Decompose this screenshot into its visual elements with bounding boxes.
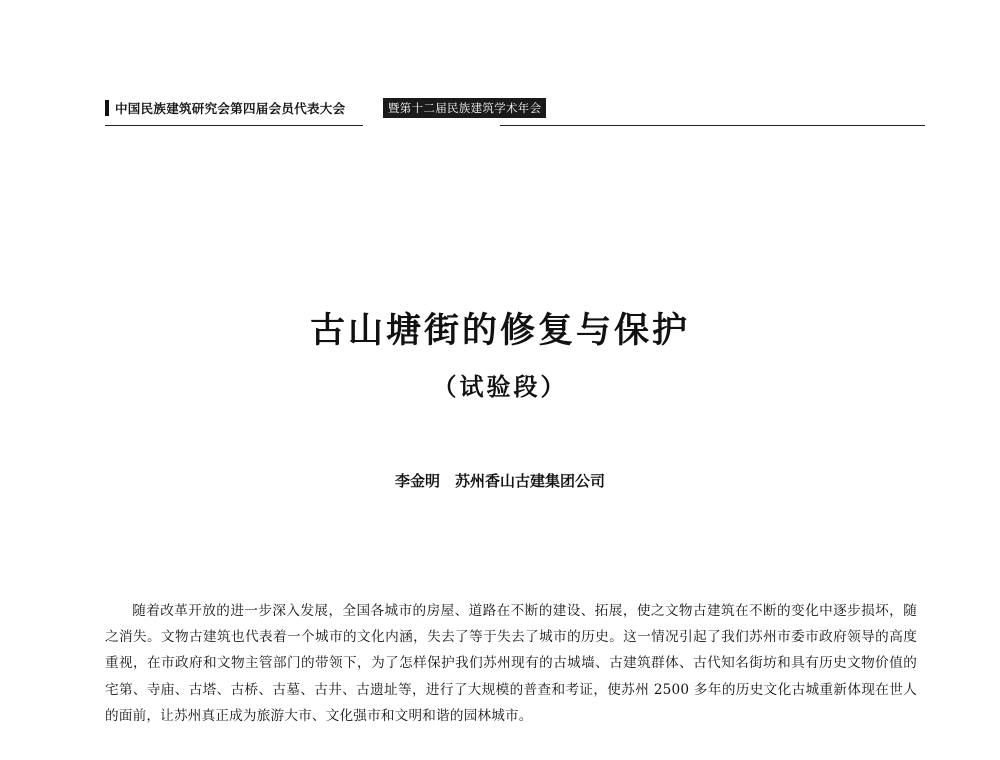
author-affiliation: 李金明 苏州香山古建集团公司 [394, 472, 605, 490]
header-conference-title: 中国民族建筑研究会第四届会员代表大会 [115, 101, 346, 116]
header-rule-left [105, 125, 363, 126]
body-paragraph: 随着改革开放的进一步深入发展，全国各城市的房屋、道路在不断的建设、拓展，使之文物古建筑在不断的变化中逐步损坏，随之消失。文物古建筑也代表着一个城市的文化内涵，失去了等于失去了城市的历史。这一情况引起了我们苏州市委市政府领导的高度重视，在市政府和文物主管部门的带领下，为了怎样保护我们苏州现有的古城墙、古建筑群体、古代知名街坊和具有历史文物价值的宅第、寺庙、古塔、古桥、古墓、古井、古遗址等，进行了大规模的普查和考证，使苏州 2500 多年的历史文化古城重新体现在世人的面前，让苏州真正成为旅游大市、文化强市和文明和谐的园林城市。 [105, 603, 917, 724]
running-header [105, 98, 925, 122]
header-bar-mark [105, 100, 109, 116]
header-rule-right [500, 125, 925, 126]
header-conference-subtitle: 暨第十二届民族建筑学术年会 [383, 98, 546, 118]
article-body [105, 598, 917, 729]
article-subtitle: （试验段） [432, 372, 568, 401]
article-title: 古山塘街的修复与保护 [309, 310, 690, 351]
